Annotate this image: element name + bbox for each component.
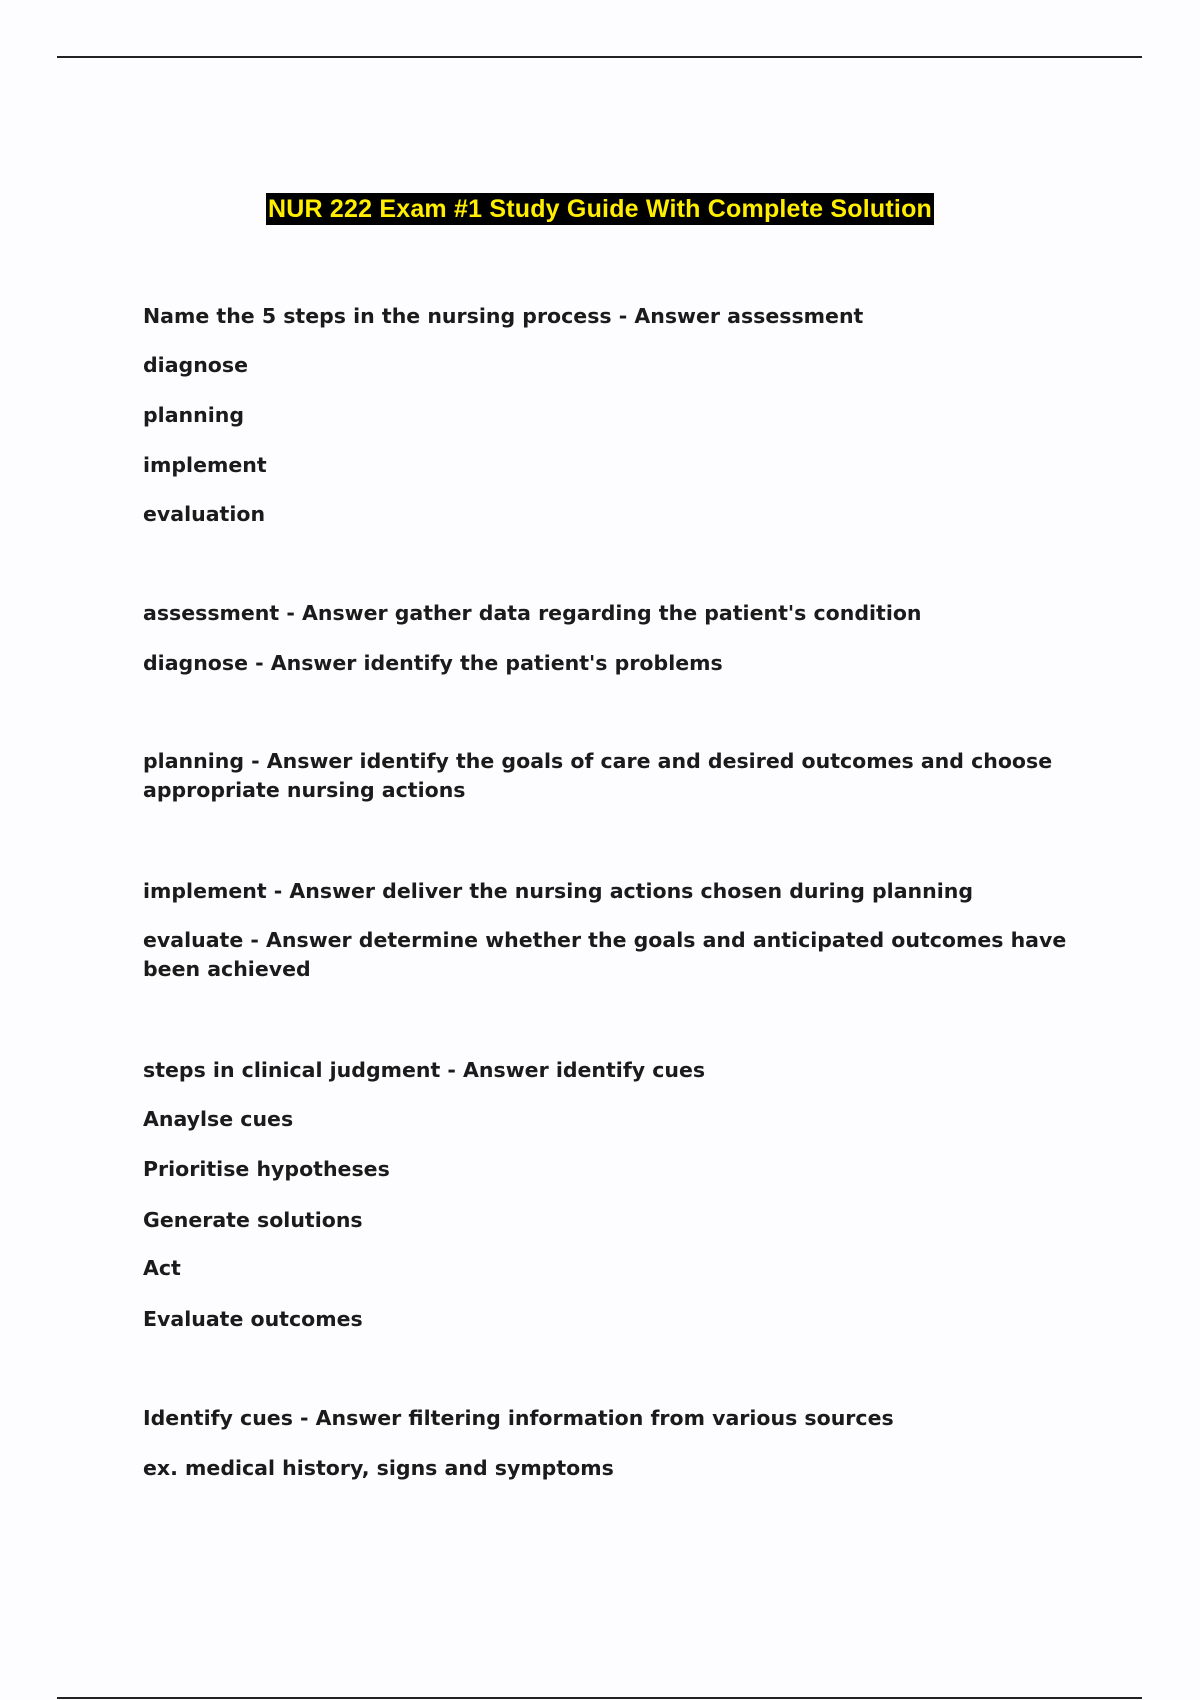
document-title: NUR 222 Exam #1 Study Guide With Complete Solution [267, 195, 933, 223]
text-line: evaluate - Answer determine whether the goals and anticipated outcomes have been achieved [143, 928, 1067, 981]
text-line: Identify cues - Answer filtering information from various sources [143, 1406, 894, 1430]
top-rule [57, 56, 1142, 58]
text-line: steps in clinical judgment - Answer identify cues [143, 1058, 706, 1082]
text-line: Generate solutions [143, 1208, 363, 1232]
text-line: diagnose [143, 353, 248, 377]
text-line: implement - Answer deliver the nursing actions chosen during planning [143, 879, 974, 903]
title-container [0, 193, 1200, 225]
text-line: ex. medical history, signs and symptoms [143, 1456, 614, 1480]
text-line: implement [143, 453, 267, 477]
text-line: planning - Answer identify the goals of care and desired outcomes and choose appropriate nursing actions [143, 749, 1053, 802]
text-line: Anaylse cues [143, 1107, 294, 1131]
text-line: diagnose - Answer identify the patient's problems [143, 651, 723, 675]
bottom-rule [57, 1697, 1142, 1699]
text-line: planning [143, 403, 245, 427]
text-line: Prioritise hypotheses [143, 1157, 390, 1181]
text-line: assessment - Answer gather data regarding the patient's condition [143, 601, 922, 625]
text-line: Act [143, 1256, 181, 1280]
text-line: Name the 5 steps in the nursing process - Answer assessment [143, 304, 864, 328]
text-line: evaluation [143, 502, 266, 526]
text-line: Evaluate outcomes [143, 1307, 363, 1331]
